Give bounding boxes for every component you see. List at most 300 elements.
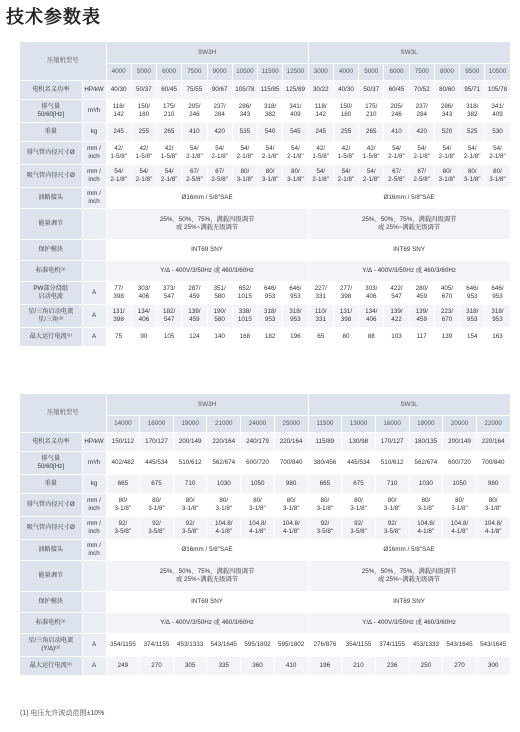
row-label: 标准电机⁽¹⁾ [20, 612, 82, 633]
table-cell: 540 [258, 122, 283, 141]
table-cell: 445/534 [140, 451, 174, 474]
table-cell: 700/840 [476, 451, 510, 474]
table-row [20, 122, 510, 141]
table-cell: 54/ 2-1/8" [333, 164, 358, 187]
table-cell: 520 [434, 122, 459, 141]
table-cell: 525 [460, 122, 485, 141]
table-cell: 646/ 953 [460, 281, 485, 304]
table-cell: 980 [476, 474, 510, 493]
table-cell: 92/ 3-5/8" [173, 516, 207, 539]
table-cell: 227/ 331 [308, 281, 333, 304]
row-label: 电机名义功率 [20, 80, 82, 99]
row-unit: A [82, 281, 106, 304]
table-cell: 277/ 398 [333, 281, 358, 304]
merged-cell: Y/∆ - 400V/3/50Hz 或 460/3/60Hz [106, 260, 308, 281]
row-unit: mm / inch [82, 187, 106, 208]
size-header: 5000 [359, 63, 384, 80]
table-row [20, 304, 510, 327]
row-unit: A [82, 633, 106, 656]
table-cell: 150/ 180 [333, 99, 358, 122]
table-cell: 196 [308, 656, 342, 675]
group-header-sw3l: SW3L [308, 394, 510, 415]
row-unit: mm / inch [82, 516, 106, 539]
merged-cell: Ø16mm / 5/8"SAE [308, 539, 510, 560]
table-cell: 410 [274, 656, 308, 675]
table-cell: 54/ 2-1/8" [157, 164, 182, 187]
size-header: 16000 [140, 415, 174, 432]
table-cell: 118/ 142 [106, 99, 131, 122]
table-cell: 210 [342, 656, 376, 675]
table-row [20, 539, 510, 560]
table-cell: 373/ 547 [157, 281, 182, 304]
merged-cell: Ø16mm / 5/8"SAE [106, 539, 308, 560]
table-cell: 140 [207, 327, 232, 346]
row-unit [82, 239, 106, 260]
size-header: 7500 [182, 63, 207, 80]
spec-table-2 [20, 394, 511, 676]
table-cell: 105/78 [232, 80, 257, 99]
table-cell: 220/164 [476, 432, 510, 451]
table-cell: 245 [308, 122, 333, 141]
size-header: 3000 [308, 63, 333, 80]
row-label: 油路接头 [20, 539, 82, 560]
table-cell: 265 [359, 122, 384, 141]
row-label: 最大运行电流⁽²⁾ [20, 327, 82, 346]
table-cell: 134/ 406 [359, 304, 384, 327]
table-cell: 80/ 3-1/8" [241, 493, 275, 516]
size-header: 14000 [106, 415, 140, 432]
table-cell: 646/ 953 [485, 281, 510, 304]
table-cell: 80/ 3-1/8" [375, 493, 409, 516]
table-cell: 380/456 [308, 451, 342, 474]
merged-cell: Ø16mm / 5/8"SAE [106, 187, 308, 208]
table-cell: 67/ 2-5/8" [409, 164, 434, 187]
footnote: (1) 电压允许波动范围±10% [20, 710, 105, 717]
table-cell: 374/1155 [140, 633, 174, 656]
table-cell: 92/ 3-5/8" [140, 516, 174, 539]
table-cell: 42/ 1-5/8" [106, 141, 131, 164]
table-cell: 118/ 142 [308, 99, 333, 122]
table-cell: 1030 [207, 474, 241, 493]
table-cell: 182/ 547 [157, 304, 182, 327]
group-header-sw3h: SW3H [106, 42, 308, 63]
size-header: 12500 [283, 63, 308, 80]
table-cell: 562/674 [207, 451, 241, 474]
table-cell: 1050 [241, 474, 275, 493]
table-cell: 1030 [409, 474, 443, 493]
table-cell: 154 [460, 327, 485, 346]
table-cell: 700/840 [274, 451, 308, 474]
table-cell: 80/ 3-1/8" [460, 164, 485, 187]
table-cell: 318/ 953 [485, 304, 510, 327]
table-cell: 665 [106, 474, 140, 493]
table-cell: 652/ 1015 [232, 281, 257, 304]
table-cell: 422/ 547 [384, 281, 409, 304]
row-unit: mm / inch [82, 164, 106, 187]
table-cell: 562/674 [409, 451, 443, 474]
table-cell: 453/1333 [409, 633, 443, 656]
table-cell: 80/ 3-1/8" [485, 164, 510, 187]
size-header: 11500 [258, 63, 283, 80]
table-cell: 710 [173, 474, 207, 493]
table-row [20, 633, 510, 656]
table-cell: 341/ 409 [485, 99, 510, 122]
table-cell: 75/55 [182, 80, 207, 99]
row-label: 标准电机⁽¹⁾ [20, 260, 82, 281]
table-cell: 104.8/ 4-1/8" [476, 516, 510, 539]
table-row [20, 208, 510, 239]
table-cell: 180/135 [409, 432, 443, 451]
table-cell: 351/ 580 [207, 281, 232, 304]
table-cell: 420 [207, 122, 232, 141]
table-cell: 115/89 [308, 432, 342, 451]
table-row [20, 591, 510, 612]
table-cell: 54/ 2-1/8" [131, 164, 156, 187]
table-cell: 105 [157, 327, 182, 346]
table-cell: 54/ 2-1/8" [258, 141, 283, 164]
table-cell: 104.8/ 4-1/8" [207, 516, 241, 539]
table-row [20, 560, 510, 591]
page-title: 技术参数表 [6, 7, 101, 28]
row-unit: HP/kW [82, 432, 106, 451]
size-header: 10500 [232, 63, 257, 80]
table-cell: 303/ 406 [131, 281, 156, 304]
table-cell: 124 [182, 327, 207, 346]
table-cell: 405/ 670 [434, 281, 459, 304]
table-cell: 104.8/ 4-1/8" [409, 516, 443, 539]
table-cell: 286/ 343 [434, 99, 459, 122]
size-header: 24000 [241, 415, 275, 432]
table-cell: 131/ 398 [106, 304, 131, 327]
table-cell: 42/ 1-5/8" [359, 141, 384, 164]
table-cell: 170/127 [140, 432, 174, 451]
table-cell: 236 [375, 656, 409, 675]
table-cell: 280/ 459 [409, 281, 434, 304]
table-cell: 163 [485, 327, 510, 346]
row-unit: HP/kW [82, 80, 106, 99]
table-cell: 646/ 953 [258, 281, 283, 304]
row-label: 吸气管内径尺寸Ø [20, 516, 82, 539]
row-unit: A [82, 656, 106, 675]
table-cell: 318/ 382 [258, 99, 283, 122]
table-row [20, 451, 510, 474]
table-cell: 80/ 3-1/8" [274, 493, 308, 516]
table-cell: 131/ 398 [333, 304, 358, 327]
size-header: 16000 [375, 415, 409, 432]
table-cell: 710 [375, 474, 409, 493]
row-label: 重量 [20, 122, 82, 141]
table-cell: 50/37 [131, 80, 156, 99]
table-cell: 80/ 3-1/8" [207, 493, 241, 516]
row-unit [82, 208, 106, 239]
table-cell: 88 [359, 327, 384, 346]
group-header-sw3h: SW3H [106, 394, 308, 415]
table-cell: 237/ 284 [207, 99, 232, 122]
table-cell: 104.8/ 4-1/8" [443, 516, 477, 539]
table-cell: 287/ 459 [182, 281, 207, 304]
merged-cell: 25%、50%、75%，满载四级调节 或 25%~满载无级调节 [308, 560, 510, 591]
spec-table-1 [20, 42, 511, 347]
table-cell: 510/612 [173, 451, 207, 474]
row-unit: mm / inch [82, 539, 106, 560]
table-cell: 42/ 1-5/8" [333, 141, 358, 164]
table-cell: 139/ 459 [409, 304, 434, 327]
row-label: 保护模块 [20, 591, 82, 612]
table-cell: 338/ 1015 [232, 304, 257, 327]
table-cell: 54/ 2-1/8" [359, 164, 384, 187]
row-unit [82, 591, 106, 612]
size-header: 13000 [342, 415, 376, 432]
table-cell: 54/ 2-1/8" [409, 141, 434, 164]
table-cell: 318/ 953 [258, 304, 283, 327]
table-cell: 104.8/ 4-1/8" [274, 516, 308, 539]
row-unit: mm / inch [82, 493, 106, 516]
table-row [20, 656, 510, 675]
table-cell: 200/149 [443, 432, 477, 451]
size-header: 7500 [409, 63, 434, 80]
table-cell: 115/85 [258, 80, 283, 99]
row-label: 星/三角启动电流 (Y/∆)⁽²⁾ [20, 633, 82, 656]
table-cell: 255 [131, 122, 156, 141]
table-cell: 60/45 [157, 80, 182, 99]
row-label: 星/三角启动电流 星/三角⁽²⁾ [20, 304, 82, 327]
row-label: 排气量 50/60[Hz] [20, 451, 82, 474]
model-label: 压缩机型号 [20, 42, 106, 80]
table-cell: 105/78 [485, 80, 510, 99]
table-cell: 354/1155 [342, 633, 376, 656]
table-row [20, 327, 510, 346]
table-row [20, 260, 510, 281]
table-cell: 600/720 [241, 451, 275, 474]
table-cell: 40/30 [333, 80, 358, 99]
table-cell: 110/ 331 [308, 304, 333, 327]
table-cell: 255 [333, 122, 358, 141]
table-cell: 646/ 953 [283, 281, 308, 304]
size-header: 6000 [384, 63, 409, 80]
merged-cell: Y/∆ - 400V/3/50Hz 或 460/3/60Hz [308, 260, 510, 281]
table-cell: 445/534 [342, 451, 376, 474]
row-unit [82, 612, 106, 633]
table-cell: 92/ 3-5/8" [342, 516, 376, 539]
table-cell: 265 [157, 122, 182, 141]
row-label: 最大运行电流⁽²⁾ [20, 656, 82, 675]
table-cell: 270 [140, 656, 174, 675]
row-label: 排气量 50/60[Hz] [20, 99, 82, 122]
table-row [20, 239, 510, 260]
model-label: 压缩机型号 [20, 394, 106, 432]
size-header: 6000 [157, 63, 182, 80]
row-label: 吸气管内径尺寸Ø [20, 164, 82, 187]
row-unit [82, 560, 106, 591]
merged-cell: Ø16mm / 5/8"SAE [308, 187, 510, 208]
table-cell: 360 [241, 656, 275, 675]
table-row [20, 99, 510, 122]
table-cell: 675 [140, 474, 174, 493]
table-cell: 318/ 382 [460, 99, 485, 122]
table-row [20, 516, 510, 539]
table-cell: 95/71 [460, 80, 485, 99]
table-cell: 318/ 953 [460, 304, 485, 327]
table-cell: 80/ 3-1/8" [232, 164, 257, 187]
table-cell: 139 [434, 327, 459, 346]
table-cell: 75 [106, 327, 131, 346]
table-cell: 42/ 1-5/8" [308, 141, 333, 164]
table-cell: 80/ 3-1/8" [258, 164, 283, 187]
table-cell: 196 [283, 327, 308, 346]
table-cell: 420 [409, 122, 434, 141]
table-row [20, 141, 510, 164]
table-cell: 125/89 [283, 80, 308, 99]
table-cell: 335 [207, 656, 241, 675]
table-cell: 223/ 670 [434, 304, 459, 327]
table-cell: 374/1155 [375, 633, 409, 656]
table-cell: 90/67 [207, 80, 232, 99]
table-cell: 175/ 210 [157, 99, 182, 122]
table-cell: 168 [232, 327, 257, 346]
table-cell: 54/ 2-1/8" [182, 141, 207, 164]
table-cell: 543/1645 [207, 633, 241, 656]
table-row [20, 80, 510, 99]
row-label: 重量 [20, 474, 82, 493]
table-cell: 205/ 246 [384, 99, 409, 122]
size-header: 19000 [173, 415, 207, 432]
row-unit: mm / inch [82, 141, 106, 164]
table-row [20, 474, 510, 493]
table-cell: 80 [333, 327, 358, 346]
table-cell: 270 [443, 656, 477, 675]
table-cell: 543/1645 [443, 633, 477, 656]
table-cell: 70/52 [409, 80, 434, 99]
table-cell: 80/ 3-1/8" [308, 493, 342, 516]
table-cell: 80/ 3-1/8" [106, 493, 140, 516]
table-cell: 237/ 284 [409, 99, 434, 122]
table-cell: 190/ 580 [207, 304, 232, 327]
table-row [20, 281, 510, 304]
table-cell: 54/ 2-1/8" [106, 164, 131, 187]
table-cell: 67/ 2-5/8" [182, 164, 207, 187]
table-cell: 80/ 3-1/8" [434, 164, 459, 187]
table-cell: 134/ 406 [131, 304, 156, 327]
table-row [20, 612, 510, 633]
table-cell: 980 [274, 474, 308, 493]
table-cell: 30/22 [308, 80, 333, 99]
table-cell: 220/164 [274, 432, 308, 451]
table-cell: 205/ 246 [182, 99, 207, 122]
size-header: 8000 [434, 63, 459, 80]
merged-cell: INT69 SNY [106, 591, 308, 612]
table-cell: 1050 [443, 474, 477, 493]
table-row [20, 187, 510, 208]
table-cell: 595/1802 [274, 633, 308, 656]
row-unit: kg [82, 474, 106, 493]
table-cell: 67/ 2-5/8" [207, 164, 232, 187]
table-cell: 40/30 [106, 80, 131, 99]
size-header: 4000 [106, 63, 131, 80]
group-header-sw3l: SW3L [308, 42, 510, 63]
table-cell: 77/ 398 [106, 281, 131, 304]
size-header: 9500 [460, 63, 485, 80]
table-cell: 535 [232, 122, 257, 141]
table-cell: 595/1802 [241, 633, 275, 656]
table-cell: 92/ 3-5/8" [375, 516, 409, 539]
table-cell: 50/37 [359, 80, 384, 99]
table-cell: 341/ 409 [283, 99, 308, 122]
table-cell: 410 [182, 122, 207, 141]
merged-cell: INT69 SNY [106, 239, 308, 260]
table-cell: 80/ 3-1/8" [342, 493, 376, 516]
row-label: 油路接头 [20, 187, 82, 208]
table-cell: 92/ 3-5/8" [106, 516, 140, 539]
table-cell: 130/98 [342, 432, 376, 451]
table-cell: 139/ 422 [384, 304, 409, 327]
merged-cell: 25%、50%、75%，满载四级调节 或 25%~满载无级调节 [106, 208, 308, 239]
table-cell: 80/ 3-1/8" [140, 493, 174, 516]
table-cell: 139/ 459 [182, 304, 207, 327]
table-cell: 54/ 2-1/8" [485, 141, 510, 164]
row-label: 排气管内径尺寸Ø [20, 141, 82, 164]
table-cell: 80/ 3-1/8" [283, 164, 308, 187]
table-cell: 249 [106, 656, 140, 675]
table-cell: 530 [485, 122, 510, 141]
table-cell: 303/ 406 [359, 281, 384, 304]
table-cell: 276/876 [308, 633, 342, 656]
table-cell: 54/ 2-1/8" [283, 141, 308, 164]
merged-cell: Y/∆ - 400V/3/50Hz 或 460/3/60Hz [308, 612, 510, 633]
row-unit: A [82, 304, 106, 327]
table-cell: 200/149 [173, 432, 207, 451]
group-header-row [20, 394, 510, 415]
table-cell: 170/127 [375, 432, 409, 451]
table-cell: 245 [106, 122, 131, 141]
table-cell: 300 [476, 656, 510, 675]
table-cell: 54/ 2-1/8" [232, 141, 257, 164]
table-cell: 92/ 3-5/8" [308, 516, 342, 539]
row-unit [82, 260, 106, 281]
table-cell: 80/ 3-1/8" [173, 493, 207, 516]
size-header: 5000 [131, 63, 156, 80]
table-cell: 42/ 1-5/8" [131, 141, 156, 164]
table-cell: 675 [342, 474, 376, 493]
row-unit: m³/h [82, 99, 106, 122]
table-cell: 354/1155 [106, 633, 140, 656]
table-cell: 182 [258, 327, 283, 346]
table-cell: 60/45 [384, 80, 409, 99]
row-label: 能量调节 [20, 208, 82, 239]
table-cell: 90 [131, 327, 156, 346]
table-cell: 305 [173, 656, 207, 675]
table-cell: 600/720 [443, 451, 477, 474]
table-cell: 117 [409, 327, 434, 346]
merged-cell: 25%、50%、75%，满载四级调节 或 25%~满载无级调节 [308, 208, 510, 239]
size-header: 20000 [443, 415, 477, 432]
size-header: 11500 [308, 415, 342, 432]
merged-cell: INT69 SNY [308, 591, 510, 612]
table-cell: 54/ 2-1/8" [384, 141, 409, 164]
merged-cell: 25%、50%、75%，满载四级调节 或 25%~满载无级调节 [106, 560, 308, 591]
size-header: 25000 [274, 415, 308, 432]
size-header: 22000 [476, 415, 510, 432]
merged-cell: INT69 SNY [308, 239, 510, 260]
table-cell: 150/112 [106, 432, 140, 451]
row-unit: A [82, 327, 106, 346]
size-header: 9000 [207, 63, 232, 80]
table-cell: 250 [409, 656, 443, 675]
table-cell: 54/ 2-1/8" [434, 141, 459, 164]
row-label: PW部分绕组 启动电流 [20, 281, 82, 304]
table-cell: 65 [308, 327, 333, 346]
table-cell: 54/ 2-1/8" [308, 164, 333, 187]
table-cell: 80/ 3-1/8" [476, 493, 510, 516]
